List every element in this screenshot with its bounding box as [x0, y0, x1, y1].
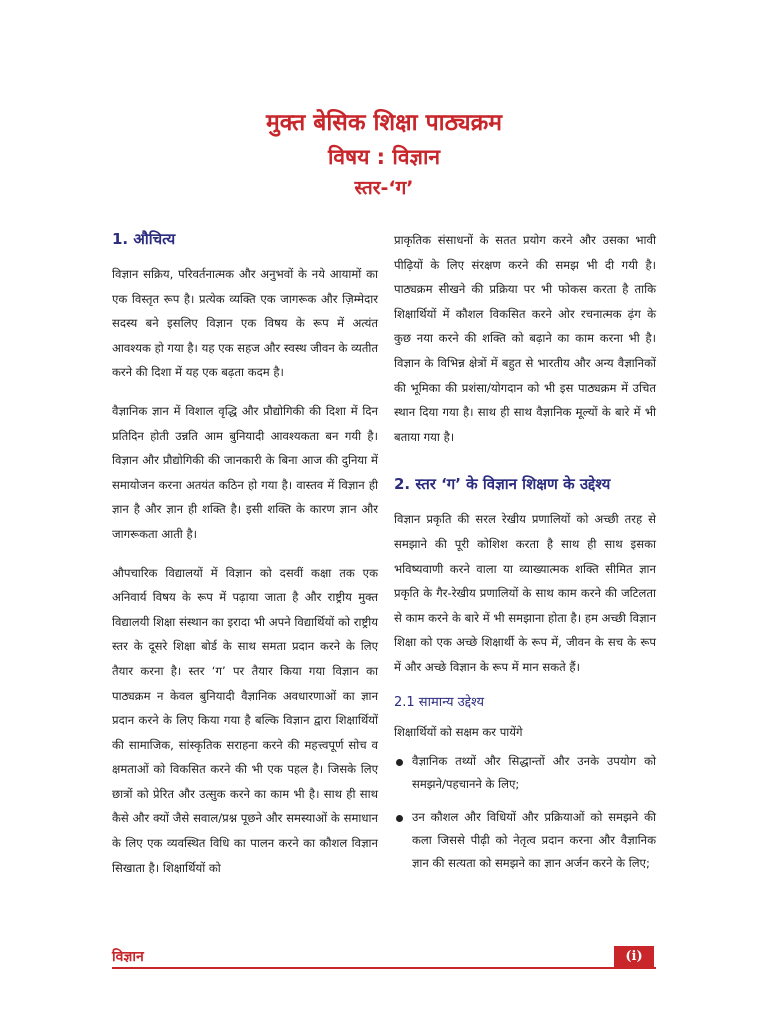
rationale-continued-paragraph: प्राकृतिक संसाधनों के सतत प्रयोग करने और उसका भावी पीढ़ियों के लिए संरक्षण करने की समझ भी दी गयी है। पाठ्यक्रम सीखने की प्रक्रिया पर भी फोकस करता है ताकि शिक्षार्थियों में कौशल विकसित करने ओर रचनात्मक ढ़ंग के कुछ नया करने की शक्ति को बढ़ाने का काम करना भी है। विज्ञान के विभिन्न क्षेत्रों में बहुत से भारतीय और अन्य वैज्ञानिकों की भूमिका की प्रशंसा/योगदान को भी इस पाठ्यक्रम में उचित स्थान दिया गया है। साथ ही साथ वैज्ञानिक मूल्यों के बारे में भी बताया गया है। — [394, 233, 656, 444]
bullet-icon — [396, 815, 403, 822]
rationale-paragraph-3: औपचारिक विद्यालयों में विज्ञान को दसवीं कक्षा तक एक अनिवार्य विषय के रूप में पढ़ाया जाता है और राष्ट्रीय मुक्त विद्यालयी शिक्षा संस्थान का इरादा भी अपने विद्यार्थियों को राष्ट्रीय स्तर के दूसरे शिक्षा बोर्ड के साथ समता प्रदान करने के लिए तैयार करना है। स्तर ‘ग’ पर तैयार किया गया विज्ञान का पाठ्यक्रम न केवल बुनियादी वैज्ञानिक अवधारणाओं का ज्ञान प्रदान करने के लिए किया गया है बल्कि विज्ञान द्वारा शिक्षार्थियों की सामाजिक, सांस्कृतिक सराहना करने की महत्त्वपूर्ण सोच व क्षमताओं को विकसित करने की भी एक पहल है। जिसके लिए छात्रों को प्रेरित और उत्सुक करने का काम भी है। साथ ही साथ कैसे और क्यों जैसे सवाल/प्रश्न पूछने और समस्याओं के समाधान के लिए एक व्यवस्थित विधि का पालन करने का कौशल विज्ञान सिखाता है। शिक्षार्थियों को — [112, 565, 378, 875]
objectives-intro: शिक्षार्थियों को सक्षम कर पायेंगे — [394, 724, 523, 739]
footer-divider — [112, 967, 656, 969]
objectives-list — [394, 750, 656, 875]
subject-title: विषय : विज्ञान — [327, 145, 441, 169]
subheading-general-objectives: 2.1 सामान्य उद्देश्य — [394, 694, 485, 710]
rationale-paragraph-1: विज्ञान सक्रिय, परिवर्तनात्मक और अनुभवों के नये आयामों का एक विस्तृत रूप है। प्रत्येक व्यक्ति एक जागरूक और ज़िम्मेदार सदस्य बने इसलिए विज्ञान एक विषय के रूप में अत्यंत आवश्यक हो गया है। यह एक सहज और स्वस्थ जीवन के व्यतीत करने की दिशा में यह एक बढ़ता कदम है। — [112, 267, 378, 380]
page-title: मुक्त बेसिक शिक्षा पाठ्यक्रम — [266, 110, 502, 136]
rationale-paragraph-2: वैज्ञानिक ज्ञान में विशाल वृद्धि और प्रौद्योगिकी की दिशा में दिन प्रतिदिन होती उन्नति आम बुनियादी आवश्यकता बन गयी है। विज्ञान और प्रौद्योगिकी की जानकारी के बिना आज की दुनिया में समायोजन करना अतयंत कठिन हो गया है। वास्तव में विज्ञान ही ज्ञान है और ज्ञान ही शक्ति है। इसी शक्ति के कारण ज्ञान और जागरूकता आती है। — [112, 403, 378, 541]
footer-subject-label: विज्ञान — [112, 949, 144, 965]
list-item — [394, 750, 656, 796]
page-number: (i) — [614, 946, 654, 967]
right-column — [394, 228, 656, 885]
bullet-icon — [396, 759, 403, 766]
list-item — [394, 806, 656, 875]
section-heading-objectives: 2. स्तर ‘ग’ के विज्ञान शिक्षण के उद्देश्य — [394, 475, 611, 494]
list-item-text: वैज्ञानिक तथ्यों और सिद्धान्तों और उनके उपयोग को समझने/पहचानने के लिए; — [412, 754, 656, 792]
left-column — [112, 228, 378, 894]
list-item-text: उन कौशल और विधियों और प्रक्रियाओं को समझने की कला जिससे पीढ़ी को नेतृत्व प्रदान करना और वैज्ञानिक ज्ञान की सत्यता को समझने का ज्ञान अर्जन करने के लिए; — [412, 810, 656, 871]
section-heading-rationale: 1. औचित्य — [112, 230, 176, 248]
level-title: स्तर-‘ग’ — [354, 177, 414, 199]
objectives-paragraph: विज्ञान प्रकृति की सरल रेखीय प्रणालियों को अच्छी तरह से समझाने की पूरी कोशिश करता है साथ ही साथ इसका भविष्यवाणी करने वाला या व्याख्यात्मक शक्ति सीमित ज्ञान प्रकृति के गैर-रेखीय प्रणालियों के साथ काम करने की जटिलता से काम करने के बारे में भी समझाना होता है। हम अच्छी विज्ञान शिक्षा को एक अच्छे शिक्षार्थी के रूप में, जीवन के सच के रूप में और अच्छे विज्ञान के रूप में मान सकते हैं। — [394, 512, 656, 674]
